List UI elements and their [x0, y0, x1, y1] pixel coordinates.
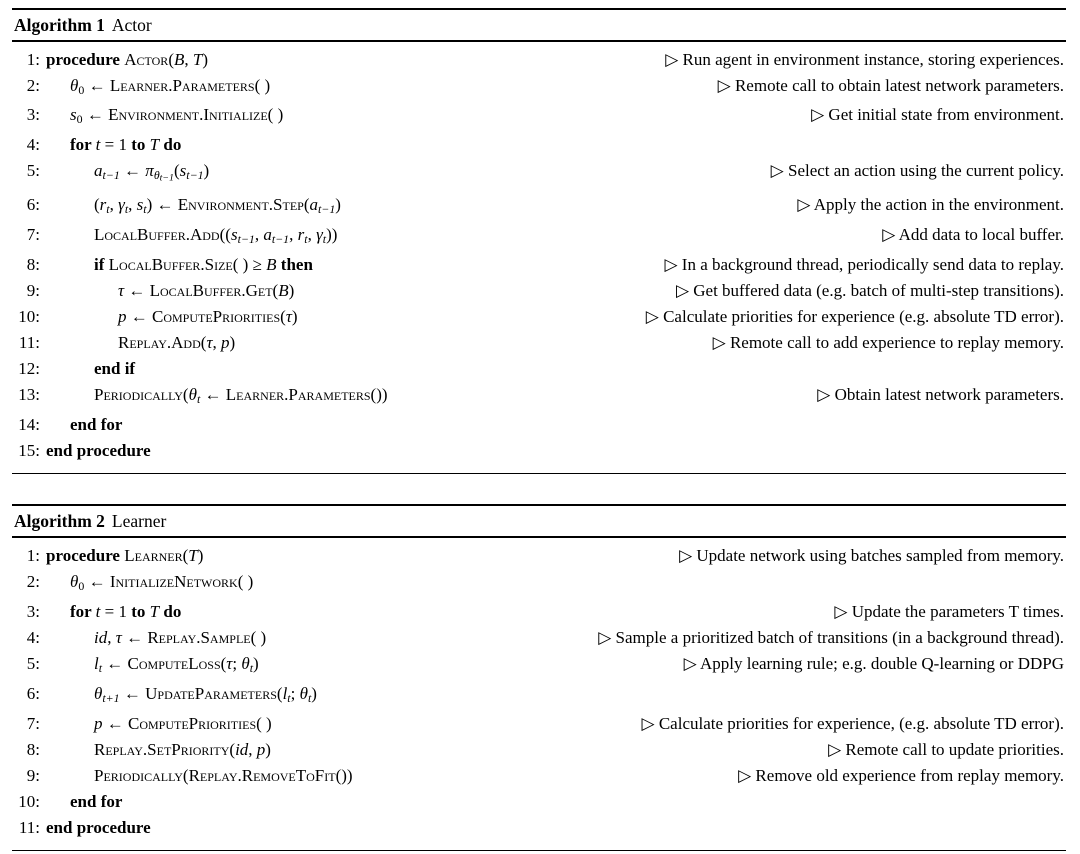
line-number: 7:: [26, 224, 40, 244]
line-code: [70, 789, 122, 815]
algorithm-line: [12, 789, 1064, 815]
code-segment: LocalBuffer.Size( ): [108, 254, 249, 274]
code-segment: t: [196, 391, 201, 406]
code-segment: l: [282, 683, 288, 703]
code-segment: t: [307, 690, 312, 705]
algorithm-line: [12, 815, 1064, 841]
code-segment: to: [131, 135, 150, 155]
algorithm-line: [12, 304, 1064, 330]
algorithm-line: [12, 569, 1064, 599]
line-number: 6:: [26, 194, 40, 214]
code-segment: ): [203, 161, 210, 181]
code-segment: s: [179, 161, 187, 181]
algorithm-2-bottom-rule: [12, 850, 1066, 852]
code-segment: t: [143, 201, 147, 216]
line-number: 1:: [26, 545, 40, 565]
code-segment: p: [256, 739, 266, 759]
algorithm-line: [12, 737, 1064, 763]
line-code: [94, 651, 259, 681]
line-number: 9:: [26, 765, 40, 785]
code-segment: ): [229, 332, 236, 352]
code-segment: p: [221, 332, 230, 352]
code-segment: 0: [78, 82, 85, 97]
line-code: [94, 222, 337, 252]
code-segment: end procedure: [46, 440, 151, 460]
algorithm-2-lines: [12, 538, 1066, 850]
code-segment: ): [202, 49, 209, 69]
code-segment: (: [182, 384, 189, 404]
line-number: 6:: [26, 683, 40, 703]
code-segment: Learner.Parameters( ): [109, 75, 271, 95]
algorithm-1-lines: [12, 42, 1066, 473]
line-code: [70, 569, 253, 599]
code-segment: τ: [285, 306, 292, 326]
code-segment: ←: [84, 571, 110, 591]
code-segment: (: [276, 683, 283, 703]
code-segment: s: [136, 194, 144, 214]
code-segment: 0: [76, 112, 83, 127]
line-number: 2:: [26, 75, 40, 95]
code-segment: (: [168, 49, 174, 69]
code-segment: a: [309, 194, 318, 214]
line-comment: ▷ Update network using batches sampled from memory.: [679, 545, 1064, 565]
code-segment: t: [124, 201, 129, 216]
code-segment: r: [297, 224, 305, 244]
line-comment: ▷ Apply learning rule; e.g. double Q-learning or DDPG: [683, 653, 1064, 673]
code-segment: end for: [70, 414, 123, 434]
line-number: 15:: [18, 440, 40, 460]
code-segment: (: [200, 332, 207, 352]
algorithm-line: [12, 681, 1064, 711]
code-segment: ()): [370, 384, 388, 404]
code-segment: ←: [82, 105, 109, 125]
code-segment: ,: [254, 224, 264, 244]
code-segment: ): [197, 545, 204, 565]
code-segment: t: [98, 660, 103, 675]
code-segment: for: [70, 135, 96, 155]
line-number: 11:: [18, 332, 40, 352]
code-segment: ): [291, 306, 298, 326]
algorithm-1-header: [12, 10, 1066, 40]
algorithm-1-title: Actor: [111, 15, 152, 35]
algorithm-2-header: [12, 506, 1066, 536]
algorithm-line: [12, 47, 1064, 73]
line-number: 7:: [26, 713, 40, 733]
code-segment: t: [304, 231, 308, 246]
code-segment: id: [94, 627, 108, 647]
code-segment: (: [182, 545, 189, 565]
line-code: [70, 412, 122, 438]
line-code: [94, 737, 271, 763]
algorithm-line: [12, 651, 1064, 681]
code-segment: ←: [126, 306, 152, 326]
line-code: [94, 763, 353, 789]
algorithm-line: [12, 763, 1064, 789]
line-number: 14:: [18, 414, 40, 434]
line-code: [94, 681, 317, 711]
code-segment: ←: [121, 627, 148, 647]
code-segment: p: [94, 713, 103, 733]
line-code: [46, 47, 208, 73]
algorithm-line: [12, 412, 1064, 438]
line-code: [94, 382, 388, 412]
line-code: [70, 73, 270, 103]
code-segment: r: [99, 194, 107, 214]
algorithm-line: [12, 252, 1064, 278]
algorithm-line: [12, 158, 1064, 191]
code-segment: t: [249, 660, 254, 675]
line-number: 8:: [26, 254, 40, 274]
line-number: 13:: [18, 384, 40, 404]
line-comment: ▷ Apply the action in the environment.: [797, 194, 1064, 214]
code-segment: B: [266, 254, 277, 274]
code-segment: ComputeLoss: [127, 653, 221, 673]
code-segment: ComputePriorities( ): [128, 713, 272, 733]
line-code: [118, 278, 294, 304]
line-comment: ▷ Sample a prioritized batch of transitions (in a background thread).: [598, 627, 1064, 647]
algorithm-2-title: Learner: [111, 511, 167, 532]
code-segment: Periodically: [94, 765, 183, 785]
code-segment: for: [70, 601, 96, 621]
code-segment: do: [159, 135, 182, 155]
code-segment: ←: [102, 713, 128, 733]
code-segment: a: [263, 224, 272, 244]
code-segment: T: [188, 545, 198, 565]
code-segment: B: [278, 280, 289, 300]
code-segment: t+1: [102, 690, 120, 705]
code-segment: (: [303, 194, 310, 214]
code-segment: t−1: [159, 172, 174, 184]
algorithm-line: [12, 102, 1064, 132]
code-segment: t−1: [271, 231, 290, 246]
code-segment: UpdateParameters: [145, 683, 277, 703]
code-segment: θ: [94, 683, 103, 703]
algorithm-2-block: [12, 504, 1066, 851]
code-segment: ←: [102, 653, 128, 673]
code-segment: ,: [307, 224, 317, 244]
line-number: 4:: [26, 627, 40, 647]
code-segment: π: [145, 161, 154, 181]
line-comment: ▷ Get initial state from environment.: [811, 105, 1064, 125]
code-segment: procedure: [46, 545, 125, 565]
code-segment: T: [192, 49, 203, 69]
code-segment: ,: [109, 194, 119, 214]
line-code: [94, 158, 209, 191]
code-segment: ((: [219, 224, 231, 244]
code-segment: s: [70, 105, 77, 125]
code-segment: = 1: [100, 135, 132, 155]
code-segment: Replay.Sample( ): [147, 627, 267, 647]
code-segment: = 1: [100, 601, 132, 621]
line-code: [70, 102, 283, 132]
algorithm-2-label: Algorithm 2: [14, 511, 105, 532]
code-segment: τ: [115, 627, 122, 647]
algorithm-line: [12, 73, 1064, 103]
code-segment: ComputePriorities: [152, 306, 281, 326]
line-code: [46, 438, 151, 464]
algorithm-line: [12, 192, 1064, 222]
line-comment: ▷ Select an action using the current policy.: [770, 161, 1064, 181]
code-segment: ←: [119, 683, 146, 703]
line-number: 5:: [26, 161, 40, 181]
code-segment: T: [149, 135, 160, 155]
algorithm-1-label: Algorithm 1: [14, 15, 105, 35]
line-code: [94, 711, 272, 737]
line-number: 3:: [26, 601, 40, 621]
algorithm-line: [12, 132, 1064, 158]
algorithm-line: [12, 711, 1064, 737]
algorithm-1-block: [12, 8, 1066, 474]
line-comment: ▷ Get buffered data (e.g. batch of multi-step transitions).: [675, 280, 1064, 300]
algorithm-line: [12, 625, 1064, 651]
code-segment: if: [94, 254, 109, 274]
code-segment: ,: [128, 194, 137, 214]
code-segment: end if: [94, 358, 136, 378]
code-segment: ,: [212, 332, 222, 352]
code-segment: ≥: [248, 254, 267, 274]
code-segment: τ: [226, 653, 233, 673]
code-segment: LocalBuffer.Get: [149, 280, 273, 300]
code-segment: ;: [232, 653, 242, 673]
algorithm-line: [12, 438, 1064, 464]
code-segment: LocalBuffer.Add: [94, 224, 220, 244]
algorithm-line: [12, 222, 1064, 252]
line-number: 5:: [26, 653, 40, 673]
code-segment: ): [311, 683, 317, 703]
code-segment: ←: [124, 280, 150, 300]
code-segment: (: [272, 280, 279, 300]
line-number: 1:: [26, 49, 40, 69]
code-segment: end for: [70, 791, 123, 811]
line-comment: ▷ Remote call to obtain latest network parameters.: [717, 75, 1064, 95]
line-number: 12:: [18, 358, 40, 378]
code-segment: Replay.SetPriority: [94, 739, 230, 759]
code-segment: Learner.Parameters: [225, 384, 371, 404]
code-segment: ) ←: [146, 194, 178, 214]
code-segment: to: [131, 601, 150, 621]
code-segment: t: [322, 231, 327, 246]
code-segment: InitializeNetwork( ): [109, 571, 254, 591]
code-segment: ←: [84, 75, 110, 95]
line-code: [46, 815, 151, 841]
line-number: 10:: [18, 306, 40, 326]
algorithm-1-bottom-rule: [12, 473, 1066, 475]
code-segment: ;: [290, 683, 300, 703]
code-segment: s: [230, 224, 238, 244]
line-number: 3:: [26, 105, 40, 125]
code-segment: Periodically: [94, 384, 183, 404]
line-number: 4:: [26, 135, 40, 155]
code-segment: θ: [188, 384, 197, 404]
line-code: [94, 252, 313, 278]
code-segment: 0: [78, 578, 85, 593]
code-segment: t: [95, 601, 101, 621]
code-segment: T: [149, 601, 160, 621]
code-segment: l: [94, 653, 99, 673]
code-segment: (: [280, 306, 286, 326]
line-code: [118, 304, 298, 330]
code-segment: t: [95, 135, 101, 155]
code-segment: then: [276, 254, 313, 274]
code-segment: ): [335, 194, 341, 214]
line-comment: ▷ Calculate priorities for experience, (e.g. absolute TD error).: [641, 713, 1064, 733]
code-segment: ,: [107, 627, 116, 647]
code-segment: γ: [118, 194, 125, 214]
code-segment: t: [287, 690, 291, 705]
code-segment: ): [253, 653, 259, 673]
code-segment: (: [229, 739, 236, 759]
code-segment: procedure: [46, 49, 125, 69]
algorithm-line: [12, 330, 1064, 356]
code-segment: Environment.Step: [177, 194, 304, 214]
code-segment: (: [173, 161, 180, 181]
code-segment: ,: [289, 224, 298, 244]
code-segment: θ: [70, 571, 79, 591]
line-number: 9:: [26, 280, 40, 300]
algorithm-line: [12, 382, 1064, 412]
line-comment: ▷ Calculate priorities for experience (e.g. absolute TD error).: [645, 306, 1064, 326]
code-segment: B: [173, 49, 185, 69]
code-segment: ): [288, 280, 295, 300]
algorithm-line: [12, 278, 1064, 304]
code-segment: ←: [200, 384, 226, 404]
code-segment: θ: [70, 75, 79, 95]
line-comment: ▷ Remove old experience from replay memory.: [738, 765, 1064, 785]
code-segment: (: [220, 653, 227, 673]
code-segment: t−1: [318, 201, 336, 216]
code-segment: Replay.RemoveToFit: [188, 765, 336, 785]
line-comment: ▷ Run agent in environment instance, storing experiences.: [665, 49, 1064, 69]
line-number: 2:: [26, 571, 40, 591]
line-comment: ▷ Remote call to add experience to replay memory.: [712, 332, 1064, 352]
code-segment: end procedure: [46, 817, 151, 837]
algorithm-line: [12, 599, 1064, 625]
code-segment: ): [265, 739, 271, 759]
code-segment: )): [326, 224, 338, 244]
line-code: [70, 599, 181, 625]
line-comment: ▷ Remote call to update priorities.: [828, 739, 1064, 759]
line-code: [94, 356, 135, 382]
code-segment: t: [106, 201, 110, 216]
line-code: [94, 192, 341, 222]
code-segment: Environment.Initialize( ): [108, 105, 284, 125]
code-segment: θ: [153, 168, 160, 183]
line-comment: ▷ Add data to local buffer.: [882, 224, 1064, 244]
code-segment: γ: [316, 224, 323, 244]
code-segment: ←: [119, 161, 146, 181]
line-code: [46, 543, 203, 569]
code-segment: ,: [248, 739, 257, 759]
code-segment: (: [182, 765, 189, 785]
code-segment: p: [118, 306, 127, 326]
code-segment: t−1: [237, 231, 255, 246]
line-comment: ▷ Update the parameters T times.: [834, 601, 1064, 621]
code-segment: (: [94, 194, 100, 214]
code-segment: Learner: [124, 545, 183, 565]
line-number: 11:: [18, 817, 40, 837]
code-segment: t−1: [102, 168, 120, 183]
code-segment: Actor: [124, 49, 169, 69]
code-segment: τ: [206, 332, 213, 352]
line-comment: ▷ Obtain latest network parameters.: [817, 384, 1064, 404]
line-number: 10:: [18, 791, 40, 811]
code-segment: ()): [335, 765, 353, 785]
line-number: 8:: [26, 739, 40, 759]
line-code: [70, 132, 181, 158]
code-segment: Replay.Add: [118, 332, 201, 352]
line-comment: ▷ In a background thread, periodically send data to replay.: [664, 254, 1064, 274]
algorithm-line: [12, 543, 1064, 569]
code-segment: t−1: [186, 168, 204, 183]
code-segment: do: [159, 601, 182, 621]
line-code: [94, 625, 266, 651]
code-segment: ,: [184, 49, 193, 69]
code-segment: a: [94, 161, 103, 181]
code-segment: θ: [299, 683, 308, 703]
algorithm-line: [12, 356, 1064, 382]
code-segment: id: [235, 739, 249, 759]
code-segment: τ: [118, 280, 125, 300]
line-code: [118, 330, 235, 356]
code-segment: θ: [241, 653, 250, 673]
